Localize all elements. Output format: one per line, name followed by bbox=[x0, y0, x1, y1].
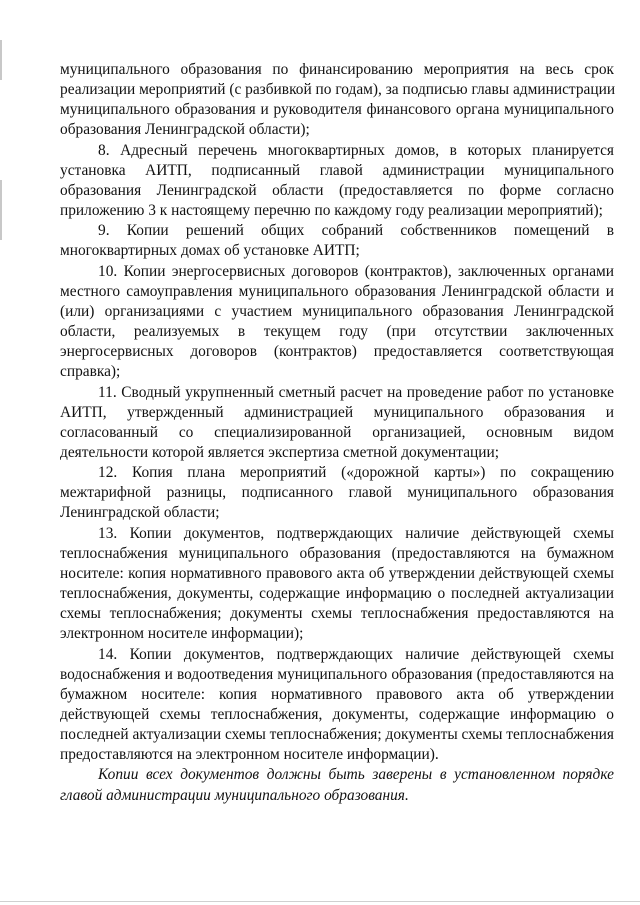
text-line: носителе: копия нормативного правового акта об утверждении действующей схемы bbox=[60, 564, 614, 582]
text-line: установка АИТП, подписанный главой администрации муниципального bbox=[60, 161, 614, 179]
text-line: схемы теплоснабжения; документы схемы теплоснабжения предоставляются на bbox=[60, 605, 614, 623]
text-line: образования Ленинградской области); bbox=[60, 121, 310, 139]
paragraph-item-13 bbox=[60, 524, 614, 645]
text-line: 10. Копии энергосервисных договоров (контрактов), заключенных органами bbox=[98, 262, 614, 280]
text-line: АИТП, утвержденный администрацией муниципального образования и bbox=[60, 403, 614, 421]
text-line: действующей схемы теплоснабжения, документы, содержащие информацию о bbox=[60, 706, 614, 723]
text-line: 8. Адресный перечень многоквартирных домов, в которых планируется bbox=[98, 141, 614, 159]
paragraph-item-11 bbox=[60, 383, 614, 464]
text-line: многоквартирных домах об установке АИТП; bbox=[60, 242, 360, 260]
text-line: электронном носителе информации); bbox=[60, 625, 304, 643]
text-line: предоставляются на электронном носителе информации). bbox=[60, 746, 439, 764]
text-line: межтарифной разницы, подписанного главой муниципального образования bbox=[60, 484, 614, 502]
document-body bbox=[60, 60, 614, 806]
scan-edge-mark bbox=[0, 40, 2, 80]
text-line: местного самоуправления муниципального образования Ленинградской области и bbox=[60, 282, 614, 300]
text-line: теплоснабжения, документы, содержащие информацию о последней актуализации bbox=[60, 585, 614, 603]
scan-bottom-edge bbox=[0, 901, 640, 902]
scan-edge-mark bbox=[0, 180, 2, 240]
paragraph-item-10 bbox=[60, 262, 614, 383]
text-line: (или) организациями с участием муниципального образования Ленинградской bbox=[60, 302, 614, 320]
text-line: бумажном носителе: копия нормативного правового акта об утверждении bbox=[60, 685, 614, 703]
paragraph-item-12 bbox=[60, 463, 614, 523]
text-line: 14. Копии документов, подтверждающих наличие действующей схемы bbox=[98, 645, 614, 663]
paragraph-item-9 bbox=[60, 221, 614, 261]
text-line: теплоснабжения муниципального образования (предоставляются на бумажном bbox=[60, 544, 614, 562]
text-line: справка); bbox=[60, 363, 121, 381]
text-line: Копии всех документов должны быть заверены в установленном порядке bbox=[98, 766, 614, 784]
text-line: 13. Копии документов, подтверждающих наличие действующей схемы bbox=[98, 524, 614, 542]
text-line: реализации мероприятий (с разбивкой по годам), за подписью главы администрации bbox=[60, 81, 616, 99]
paragraph-note bbox=[60, 765, 614, 805]
text-line: последней актуализации схемы теплоснабжения; документы схемы теплоснабжения bbox=[60, 726, 614, 744]
text-line: муниципального образования по финансированию мероприятия на весь срок bbox=[60, 61, 614, 78]
text-line: деятельности которой является экспертиза сметной документации; bbox=[60, 443, 500, 461]
text-line: водоснабжения и водоотведения муниципального образования (предоставляются на bbox=[60, 665, 614, 683]
text-line: 9. Копии решений общих собраний собственников помещений в bbox=[98, 222, 614, 240]
text-line: энергосервисных договоров (контрактов) предоставляется соответствующая bbox=[60, 343, 614, 361]
text-line: Ленинградской области; bbox=[60, 504, 220, 522]
text-line: 11. Сводный укрупненный сметный расчет на проведение работ по установке bbox=[98, 383, 614, 401]
text-line: области, реализуемых в текущем году (при отсутствии заключенных bbox=[60, 323, 614, 341]
paragraph-item-14 bbox=[60, 645, 614, 766]
paragraph-item-8 bbox=[60, 141, 614, 222]
text-line: 12. Копия плана мероприятий («дорожной карты») по сокращению bbox=[98, 464, 614, 482]
paragraph-continuation bbox=[60, 60, 614, 141]
text-line: главой администрации муниципального образования. bbox=[60, 786, 409, 804]
text-line: согласованный со специализированной организацией, основным видом bbox=[60, 423, 614, 441]
text-line: приложению 3 к настоящему перечню по каждому году реализации мероприятий); bbox=[60, 202, 603, 220]
text-line: муниципального образования и руководителя финансового органа муниципального bbox=[60, 101, 614, 119]
text-line: образования Ленинградской области (предоставляется по форме согласно bbox=[60, 181, 614, 199]
